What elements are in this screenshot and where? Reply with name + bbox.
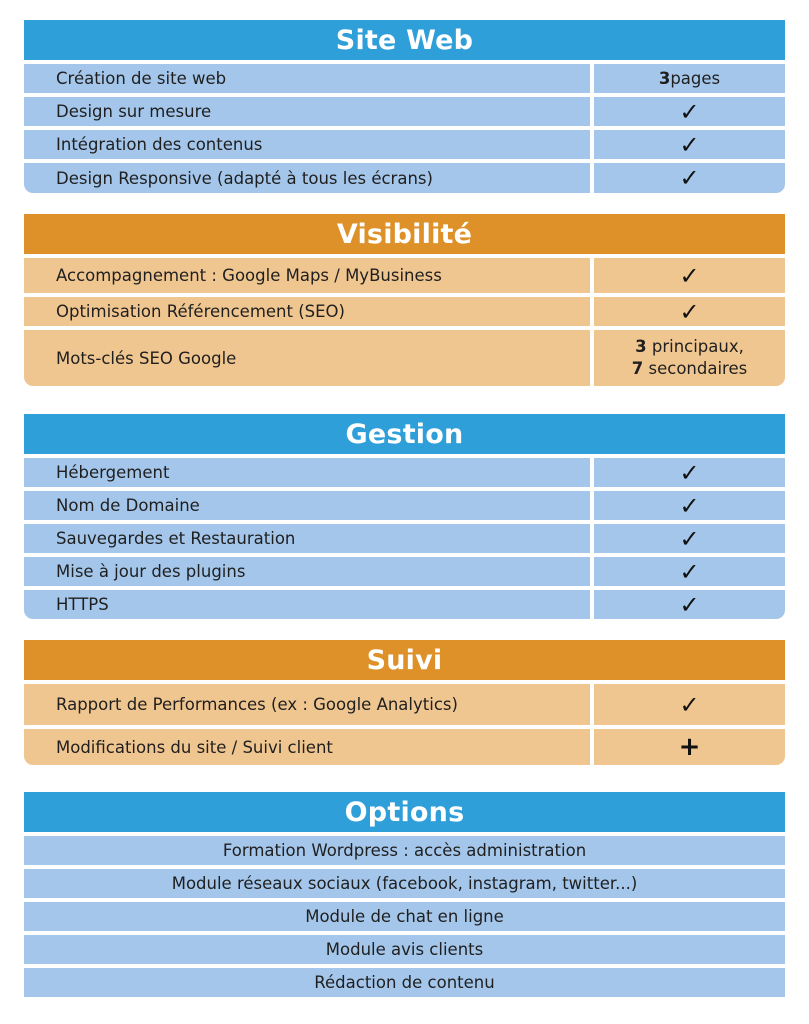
- check-icon: ✓: [679, 491, 700, 520]
- section-options: [24, 792, 785, 997]
- table-row: [24, 458, 785, 487]
- plus-icon: +: [678, 732, 701, 762]
- row-value: [594, 97, 785, 126]
- check-icon: ✓: [679, 458, 700, 487]
- row-label: Intégration des contenus: [24, 130, 590, 159]
- section-site-web: [24, 20, 785, 193]
- row-value: [594, 491, 785, 520]
- row-value: [594, 524, 785, 553]
- option-item: Module avis clients: [24, 935, 785, 964]
- check-icon: ✓: [679, 97, 700, 126]
- table-row: [24, 684, 785, 725]
- table-row: [24, 97, 785, 126]
- table-row: [24, 491, 785, 520]
- row-label: Nom de Domaine: [24, 491, 590, 520]
- option-item: Module de chat en ligne: [24, 902, 785, 931]
- row-label: Design sur mesure: [24, 97, 590, 126]
- row-label: Sauvegardes et Restauration: [24, 524, 590, 553]
- section-suivi: [24, 640, 785, 765]
- keywords-secondary-text: secondaires: [643, 359, 748, 378]
- check-icon: ✓: [679, 557, 700, 586]
- row-label: HTTPS: [24, 590, 590, 619]
- check-icon: ✓: [679, 261, 700, 290]
- pages-unit: pages: [670, 69, 721, 88]
- check-icon: ✓: [679, 690, 700, 719]
- row-label: Création de site web: [24, 64, 590, 93]
- row-value: [594, 130, 785, 159]
- check-icon: ✓: [679, 130, 700, 159]
- section-visibilite: [24, 214, 785, 386]
- row-value: [594, 258, 785, 293]
- section-gestion: [24, 414, 785, 619]
- row-label: Modifications du site / Suivi client: [24, 729, 590, 765]
- table-row: [24, 557, 785, 586]
- row-value: [594, 557, 785, 586]
- check-icon: ✓: [679, 590, 700, 619]
- row-value: [594, 297, 785, 326]
- row-label: Accompagnement : Google Maps / MyBusiness: [24, 258, 590, 293]
- row-value: [594, 729, 785, 765]
- section-title: Options: [24, 792, 785, 832]
- keywords-secondary-count: 7: [631, 359, 644, 378]
- table-row: [24, 130, 785, 159]
- section-title: Gestion: [24, 414, 785, 454]
- table-row: [24, 590, 785, 619]
- check-icon: ✓: [679, 297, 700, 326]
- row-value: [594, 458, 785, 487]
- keywords-main-text: principaux,: [646, 337, 744, 356]
- row-value: [594, 64, 785, 93]
- table-row: [24, 297, 785, 326]
- table-row: [24, 163, 785, 193]
- keywords-main-count: 3: [635, 337, 647, 356]
- row-label: Rapport de Performances (ex : Google Analytics): [24, 684, 590, 725]
- table-row: [24, 64, 785, 93]
- row-value: [594, 684, 785, 725]
- table-row: [24, 729, 785, 765]
- row-label: Hébergement: [24, 458, 590, 487]
- table-row: [24, 330, 785, 386]
- keywords-secondary: [632, 358, 747, 380]
- row-label: Optimisation Référencement (SEO): [24, 297, 590, 326]
- table-row: [24, 524, 785, 553]
- section-title: Visibilité: [24, 214, 785, 254]
- row-value: [594, 330, 785, 386]
- row-value: [594, 590, 785, 619]
- check-icon: ✓: [679, 524, 700, 553]
- option-item: Module réseaux sociaux (facebook, instagram, twitter...): [24, 869, 785, 898]
- check-icon: ✓: [679, 164, 700, 192]
- option-item: Rédaction de contenu: [24, 968, 785, 997]
- row-label: Design Responsive (adapté à tous les écrans): [24, 163, 590, 193]
- section-title: Site Web: [24, 20, 785, 60]
- row-label: Mise à jour des plugins: [24, 557, 590, 586]
- row-value: [594, 163, 785, 193]
- section-title: Suivi: [24, 640, 785, 680]
- keywords-main: [635, 336, 744, 358]
- row-label: Mots-clés SEO Google: [24, 330, 590, 386]
- pages-count: 3: [658, 69, 671, 88]
- option-item: Formation Wordpress : accès administration: [24, 836, 785, 865]
- table-row: [24, 258, 785, 293]
